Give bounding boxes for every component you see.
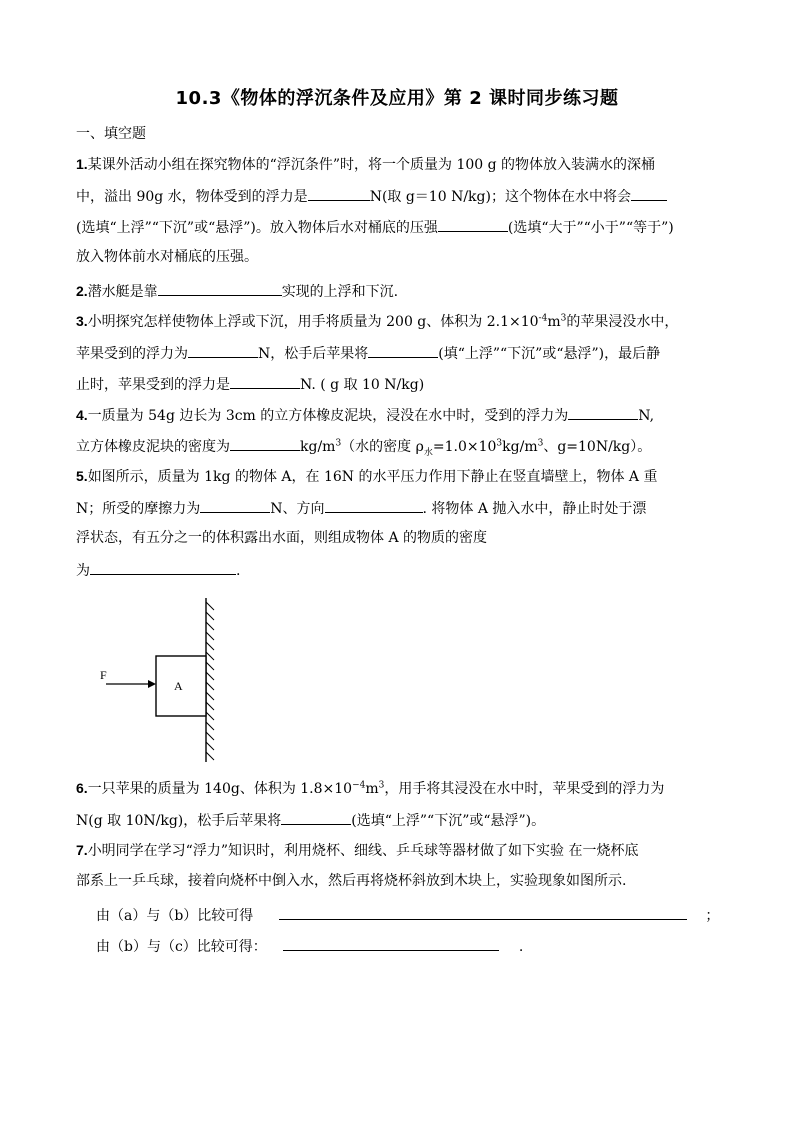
q5-text-1: 如图所示，质量为 1kg 的物体 A，在 16N 的水平压力作用下静止在竖直墙壁上，物体 A 重 [87,469,658,485]
q7-line-4 [96,935,523,957]
q3-blank-final-buoyancy[interactable] [230,373,300,389]
q4-exp-1: 3 [335,438,342,449]
q3-line-2 [76,342,660,364]
section-heading: 一、填空题 [76,126,146,142]
q5-blank-friction[interactable] [200,497,270,513]
q3-text-2b: N，松手后苹果将 [258,346,369,362]
q5-text-4a: 为 [76,563,90,579]
q3-number: 3. [76,313,88,329]
q1-text-2b: N(取 g＝10 N/kg)；这个物体在水中将会 [369,189,631,205]
wall-block-figure [92,598,252,764]
q7-line-2 [76,871,626,891]
q5-line-3 [76,528,487,548]
q4-blank-density[interactable] [230,435,300,451]
q7-text-3b: ； [705,908,720,924]
q1-number: 1. [76,156,88,172]
q5-line-1 [76,466,657,487]
force-arrow-head [148,680,156,688]
q5-text-2b: N、方向 [270,501,325,517]
q6-number: 6. [76,780,88,796]
q1-blank-pressure[interactable] [438,216,508,232]
q5-text-2c: . 将物体 A 抛入水中，静止时处于漂 [422,501,647,517]
force-label: F [100,668,107,682]
q3-text-1c: 的苹果浸没水中， [566,314,679,330]
q4-line-1 [76,404,654,426]
q5-text-4b: . [236,563,241,579]
q4-text-2d: =1.0×10 [432,439,497,455]
wall-hatching [206,602,214,760]
q1-text-4: 放入物体前水对桶底的压强。 [76,249,258,265]
q3-blank-buoyancy[interactable] [188,342,258,358]
q4-exp-2: 3 [496,438,503,449]
q7-text-4b: . [518,939,524,955]
q2-number: 2. [76,283,88,299]
q1-blank-buoyancy[interactable] [308,185,370,201]
q2-text-b: 实现的上浮和下沉. [281,284,399,300]
q6-text-2b: (选填“上浮”“下沉”或“悬浮”)。 [351,813,546,829]
q7-blank-ab[interactable] [279,904,687,920]
q6-exp-1: −4 [352,780,366,791]
page-title: 10.3《物体的浮沉条件及应用》第 2 课时同步练习题 [175,88,619,109]
q3-line-1 [76,311,678,332]
q6-line-2 [76,809,545,831]
q7-text-4a: 由（b）与（c）比较可得： [96,939,267,955]
q1-text-1: 某课外活动小组在探究物体的“浮沉条件”时，将一个质量为 100 g 的物体放入装满水的深桶 [87,157,656,173]
q1-text-3a: (选填“上浮”“下沉”或“悬浮”)。放入物体后水对桶底的压强 [76,220,438,236]
q4-text-1a: 一质量为 54g 边长为 3cm 的立方体橡皮泥块，浸没在水中时，受到的浮力为 [87,408,569,424]
q6-text-1c: ，用手将其浸没在水中时，苹果受到的浮力为 [384,781,665,797]
q4-number: 4. [76,407,88,423]
q3-text-3b: N. ( g 取 10 N/kg) [300,377,425,393]
q3-line-3 [76,373,424,395]
q7-text-3a: 由（a）与（b）比较可得 [96,908,254,924]
q1-line-1 [76,154,655,175]
q3-text-1b: m [547,314,561,330]
q1-text-2a: 中，溢出 90g 水，物体受到的浮力是 [76,189,308,205]
q1-line-2 [76,185,667,207]
q6-exp-2: 3 [378,780,385,791]
q1-line-3 [76,216,674,238]
q4-exp-3: 3 [537,438,544,449]
q2-line [76,280,398,302]
q7-line-3 [96,904,719,926]
q4-blank-buoyancy[interactable] [568,404,638,420]
q4-text-2f: 、g=10N/kg）。 [543,439,652,455]
q5-line-4 [76,559,240,581]
q1-blank-state[interactable] [631,185,667,201]
q3-text-2c: (填“上浮”“下沉”或“悬浮”)，最后静 [438,346,661,362]
q6-text-2a: N(g 取 10N/kg)，松手后苹果将 [76,813,282,829]
q6-text-1a: 一只苹果的质量为 140g、体积为 1.8×10 [87,781,353,797]
q4-line-2 [76,435,651,457]
q3-text-1a: 小明探究怎样使物体上浮或下沉，用手将质量为 200 g、体积为 2.1×10 [87,314,539,330]
q2-blank[interactable] [158,280,282,296]
q7-line-1 [76,840,638,861]
q3-text-3a: 止时，苹果受到的浮力是 [76,377,230,393]
q5-line-2 [76,497,646,519]
q5-text-3: 浮状态，有五分之一的体积露出水面，则组成物体 A 的物质的密度 [76,530,488,546]
q5-number: 5. [76,468,88,484]
q3-blank-state[interactable] [368,342,438,358]
q7-text-2: 部系上一乒乓球，接着向烧杯中倒入水，然后再将烧杯斜放到木块上，实验现象如图所示. [76,873,627,889]
q7-blank-bc[interactable] [283,935,499,951]
q6-blank-state[interactable] [281,809,351,825]
q5-blank-direction[interactable] [325,497,423,513]
q7-number: 7. [76,842,88,858]
q3-text-2a: 苹果受到的浮力为 [76,346,188,362]
block-label: A [174,679,183,693]
q2-text-a: 潜水艇是靠 [87,284,158,300]
q6-line-1 [76,778,664,799]
q4-text-2e: kg/m [502,439,538,455]
q5-text-2a: N；所受的摩擦力为 [76,501,201,517]
q4-text-1b: N, [638,408,655,424]
q4-text-2c: （水的密度 ρ [341,439,424,455]
q5-blank-density[interactable] [90,559,236,575]
q4-text-2a: 立方体橡皮泥块的密度为 [76,439,230,455]
wall-block-diagram [92,598,252,764]
q4-sub-water: 水 [423,447,433,458]
q1-line-4 [76,247,258,267]
q1-text-3b: (选填“大于”“小于”“等于”) [507,220,674,236]
q7-text-1: 小明同学在学习“浮力”知识时，利用烧杯、细线、乒乓球等器材做了如下实验 在一烧杯底 [87,843,639,859]
q3-exp-1: -4 [538,313,548,324]
q4-text-2b: kg/m [300,439,336,455]
q6-text-1b: m [365,781,379,797]
q3-exp-2: 3 [560,313,567,324]
